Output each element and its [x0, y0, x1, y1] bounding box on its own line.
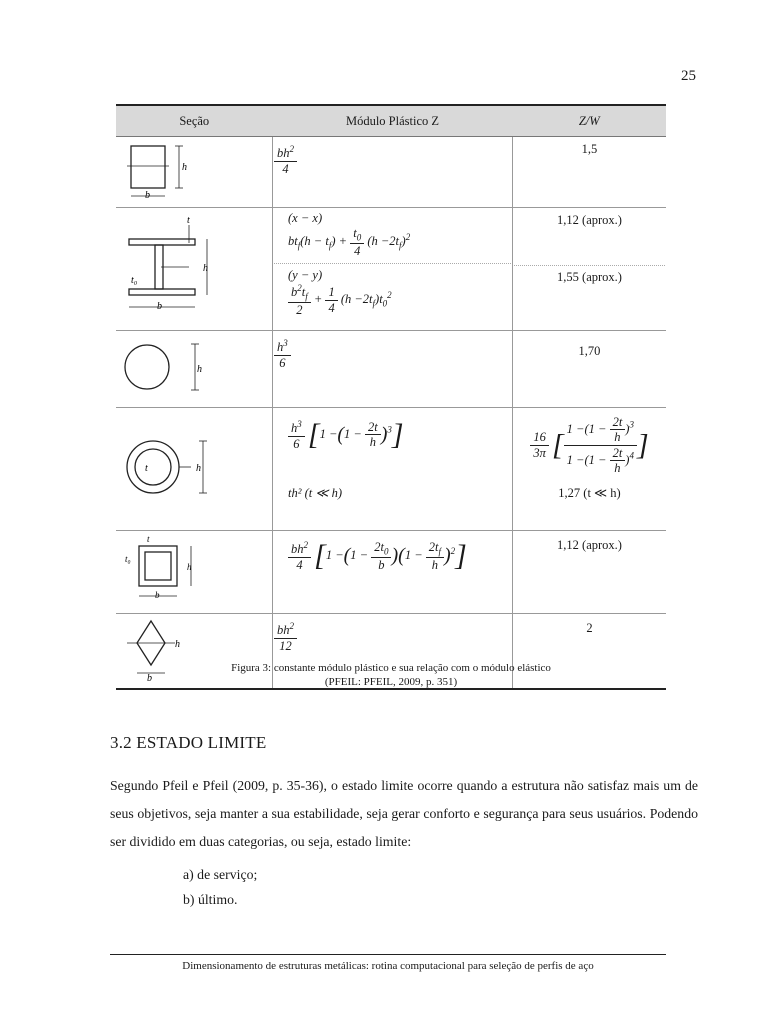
svg-text:h: h [187, 562, 192, 572]
formula-rectangle: $\frac{bh^2}{4}$ [274, 138, 511, 176]
ratio-value-thin: 1,27 (t ≪ h) [558, 486, 621, 500]
table-row [116, 331, 666, 408]
ratio-value: 1,12 (aprox.) [557, 538, 622, 552]
plastic-modulus-table [116, 104, 666, 690]
formula-tube: $\frac{h^3}{6}$ [1 −(1 − $\frac{2t}{h}$ )$^3$] [274, 409, 511, 485]
svg-text:t₀: t₀ [131, 275, 138, 286]
ratio-value: 1,70 [578, 344, 601, 358]
svg-text:t₀: t₀ [125, 554, 131, 564]
svg-text:h: h [203, 263, 208, 274]
svg-text:h: h [196, 463, 201, 474]
ratio-value: 2 [586, 621, 593, 635]
page-number: 25 [681, 68, 696, 84]
ratio-value-x: 1,12 (aprox.) [557, 213, 622, 227]
list-item: b) último. [183, 892, 238, 907]
footer-divider [110, 954, 666, 955]
formula-tube-thin: th² (t ≪ h) [288, 486, 342, 500]
hollow-tube-section-icon [117, 409, 271, 525]
ratio-value-y: 1,55 (aprox.) [514, 265, 665, 326]
page-footer: Dimensionamento de estruturas metálicas: rotina computacional para seleção de perfis de aço [182, 960, 594, 972]
circle-section-icon [117, 332, 271, 402]
rectangle-section-icon [117, 138, 271, 202]
header-plastic-modulus: Módulo Plástico Z [273, 105, 513, 137]
svg-text:b: b [145, 190, 150, 201]
caption-line-1: Figura 3: constante módulo plástico e sua relação com o módulo elástico [231, 662, 551, 674]
formula-box: $\frac{bh^2}{4}$ [1 −(1 − $\frac{2t_0}{b}$ )(1 − $\frac{2t_f}{h}$ )$^2$] [274, 532, 511, 572]
svg-text:t: t [187, 215, 190, 226]
svg-text:t: t [145, 463, 148, 474]
table-row [116, 208, 666, 331]
table-row [116, 531, 666, 614]
hollow-box-section-icon [117, 532, 271, 608]
section-title: 3.2 ESTADO LIMITE [110, 733, 267, 752]
axis-label-x: (x − x) [288, 211, 323, 225]
header-z-w: Z/W [512, 105, 666, 137]
formula-i-beam-y: $\frac{b^2t_f}{2}$ + $\frac{1}{4}$ $(h -2t_f)t_0^2$ [288, 283, 511, 317]
formula-i-beam-x: $bt_f(h - t_f)$ + $\frac{t_0}{4}$ $(h -2t_f)^2$ [288, 226, 411, 258]
svg-text:t: t [147, 534, 150, 544]
caption-line-2: (PFEIL: PFEIL, 2009, p. 351) [324, 676, 458, 688]
table-row [116, 408, 666, 531]
table-row [116, 137, 666, 208]
category-list [183, 862, 257, 912]
body-paragraph: Segundo Pfeil e Pfeil (2009, p. 35-36), o estado limite ocorre quando a estrutura não satisfaz mais um de seus objetivos, seja manter a sua estabilidade, seja gerar conforto e segurança para seus usuários. Podendo ser dividido em duas categorias, ou seja, estado limite: [110, 778, 698, 849]
svg-text:b: b [157, 301, 162, 312]
formula-diamond: $\frac{bh^2}{12}$ [274, 615, 511, 653]
figure-caption [116, 661, 666, 689]
formula-circle: $\frac{h^3}{6}$ [274, 332, 511, 370]
ratio-value: 1,5 [581, 142, 598, 156]
svg-text:h: h [175, 639, 180, 650]
i-beam-section-icon [117, 209, 271, 325]
ratio-tube-formula: $\frac{16}{3\pi}$ [ 1 −(1 − $\frac{2t}{h}$ )$^3$ 1 −(1 − $\frac{2t}{h}$ )$^4$ ] [514, 409, 665, 485]
header-section: Seção [116, 105, 273, 137]
axis-label-y: (y − y) [288, 268, 323, 282]
svg-text:b: b [155, 590, 160, 600]
svg-text:h: h [182, 162, 187, 173]
list-item: a) de serviço; [183, 867, 258, 882]
svg-text:b: b [147, 673, 152, 683]
svg-text:h: h [197, 364, 202, 375]
